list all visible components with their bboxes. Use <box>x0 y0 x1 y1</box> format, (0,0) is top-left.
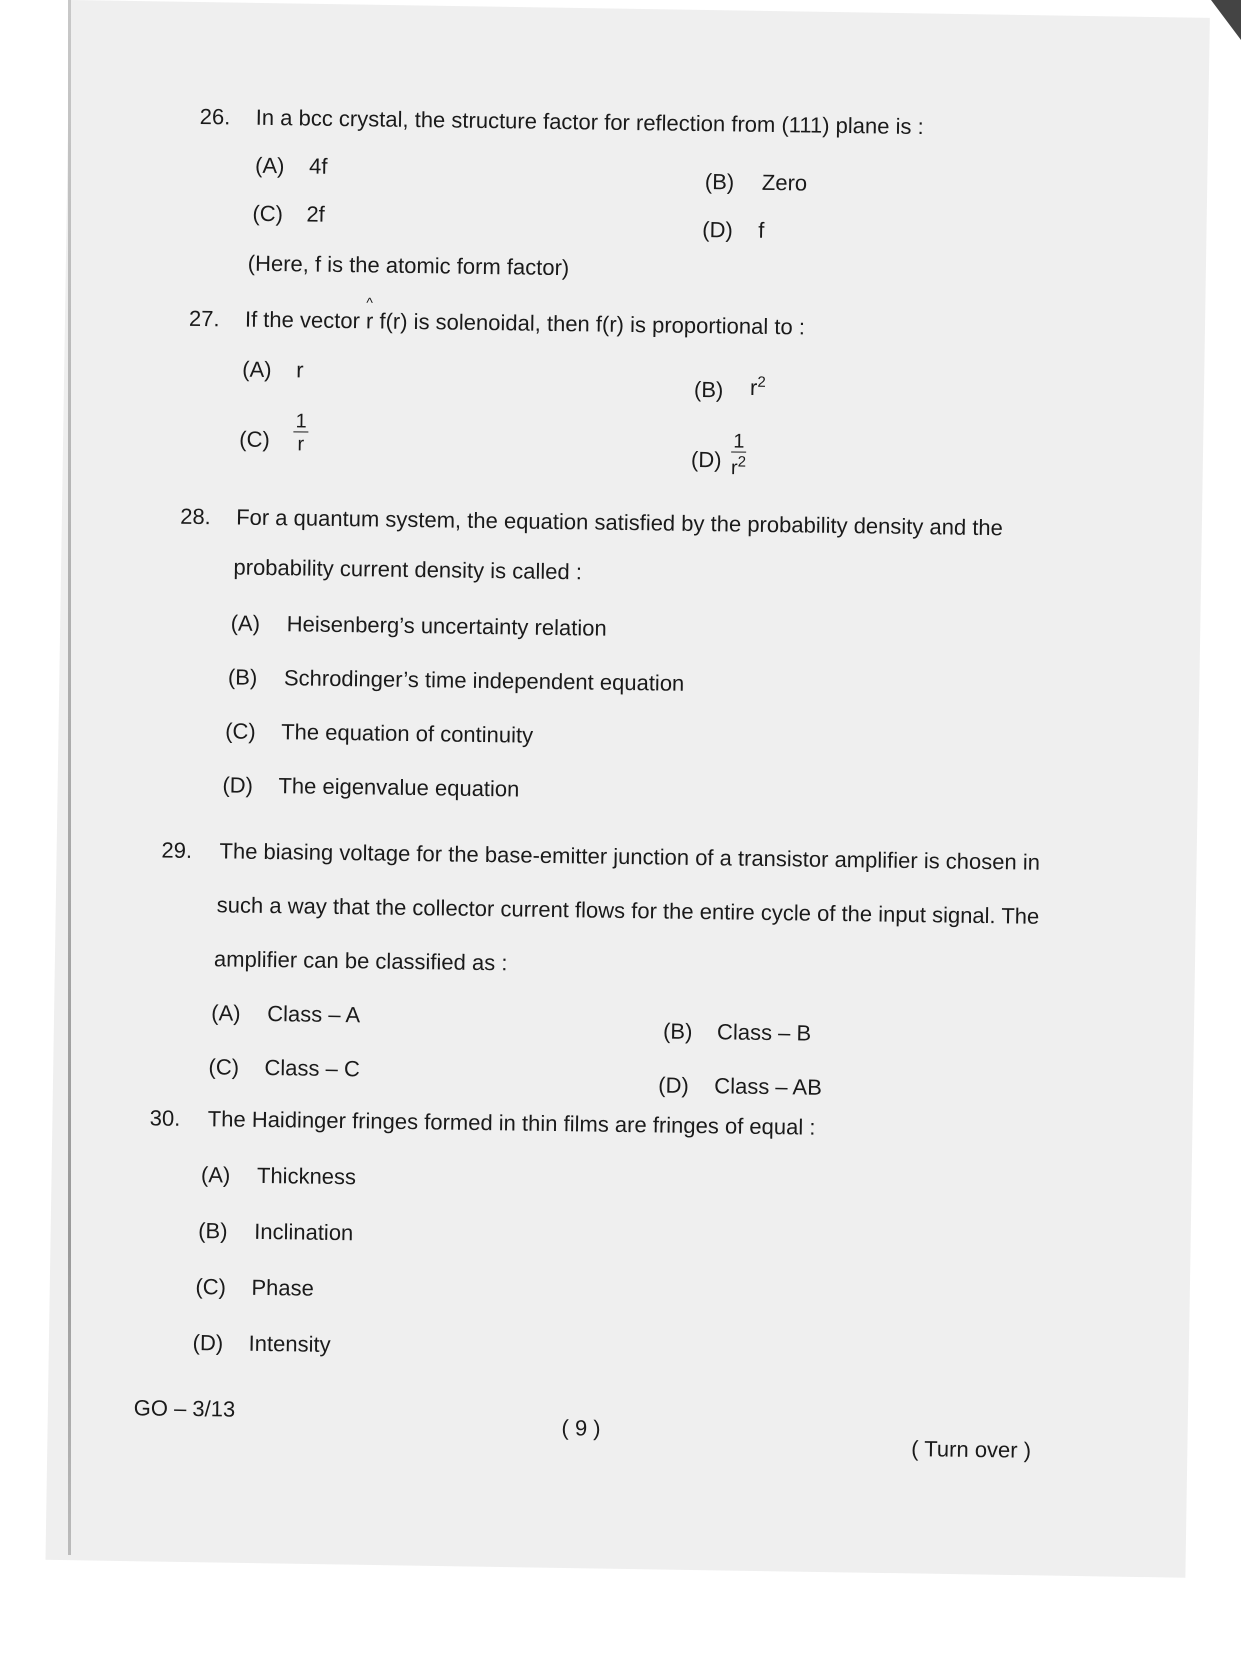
option-a: Thickness <box>256 1162 357 1190</box>
question-number: 26. <box>199 103 231 130</box>
option-label: (B) <box>227 664 258 690</box>
option-label: (D) <box>690 446 722 473</box>
option-label: (A) <box>230 610 261 636</box>
option-d <box>731 431 747 478</box>
question-number: 27. <box>188 305 220 332</box>
option-label: (B) <box>693 376 724 403</box>
option-label: (A) <box>254 152 285 179</box>
option-c: Phase <box>251 1274 314 1301</box>
question-note: (Here, f is the atomic form factor) <box>247 250 570 281</box>
question-text: The Haidinger fringes formed in thin films are fringes of equal : <box>207 1106 816 1140</box>
option-label: (C) <box>195 1274 227 1300</box>
option-c: Class – C <box>264 1054 361 1082</box>
question-number: 28. <box>180 503 211 530</box>
option-b: Zero <box>761 169 808 196</box>
option-d: Intensity <box>248 1330 331 1357</box>
option-label: (A) <box>200 1162 231 1188</box>
option-b: Inclination <box>254 1218 354 1246</box>
option-d: The eigenvalue equation <box>278 773 520 802</box>
option-a: r <box>296 357 304 383</box>
fraction: $\frac{1}{r}$ <box>295 410 307 456</box>
option-label: (D) <box>702 217 733 243</box>
option-label: (D) <box>658 1072 690 1098</box>
option-b: Class – B <box>716 1019 812 1046</box>
question-text-line: probability current density is called : <box>233 554 583 585</box>
option-label: (C) <box>239 426 270 453</box>
question-text-line: amplifier can be classified as : <box>213 946 508 976</box>
option-label: (A) <box>211 1000 241 1026</box>
question-text-line: The biasing voltage for the base-emitter junction of a transistor amplifier is chosen in <box>219 838 1041 875</box>
question-number: 30. <box>149 1105 181 1131</box>
question-number: 29. <box>161 837 193 863</box>
option-c: 2f <box>306 201 325 227</box>
option-label: (B) <box>704 169 735 195</box>
option-label: (D) <box>192 1330 224 1356</box>
option-a: 4f <box>308 153 328 179</box>
question-26 <box>1 0 1241 281</box>
option-label: (C) <box>252 200 284 227</box>
option-c <box>293 411 309 454</box>
option-a: Class – A <box>267 1001 361 1028</box>
option-d: f <box>758 217 765 243</box>
option-d: Class – AB <box>714 1073 823 1100</box>
question-text-line: For a quantum system, the equation satisfied by the probability density and the <box>236 504 1004 541</box>
page-number: ( 9 ) <box>561 1415 601 1441</box>
question-text: If the vector ^ r f(r) is solenoidal, then f(r) is proportional to : <box>244 294 806 340</box>
option-b: Schrodinger’s time independent equation <box>283 665 685 696</box>
fraction: $\frac{1}{r^2}$ <box>730 430 747 480</box>
option-label: (D) <box>222 772 254 798</box>
booklet-code: GO – 3/13 <box>133 1395 236 1422</box>
option-label: (A) <box>242 356 272 383</box>
option-label: (C) <box>225 718 256 744</box>
unit-vector-r: ^ r <box>365 294 374 334</box>
option-a: Heisenberg’s uncertainty relation <box>286 611 607 641</box>
option-c: The equation of continuity <box>281 719 534 748</box>
turn-over-note: ( Turn over ) <box>911 1436 1032 1463</box>
option-label: (C) <box>208 1054 240 1080</box>
option-label: (B) <box>198 1218 228 1244</box>
option-label: (B) <box>662 1018 693 1044</box>
option-b: $r^2$ <box>749 373 766 401</box>
question-text-line: such a way that the collector current flows for the entire cycle of the input signal. The <box>216 892 1040 929</box>
question-text: In a bcc crystal, the structure factor for reflection from (111) plane is : <box>255 104 924 140</box>
